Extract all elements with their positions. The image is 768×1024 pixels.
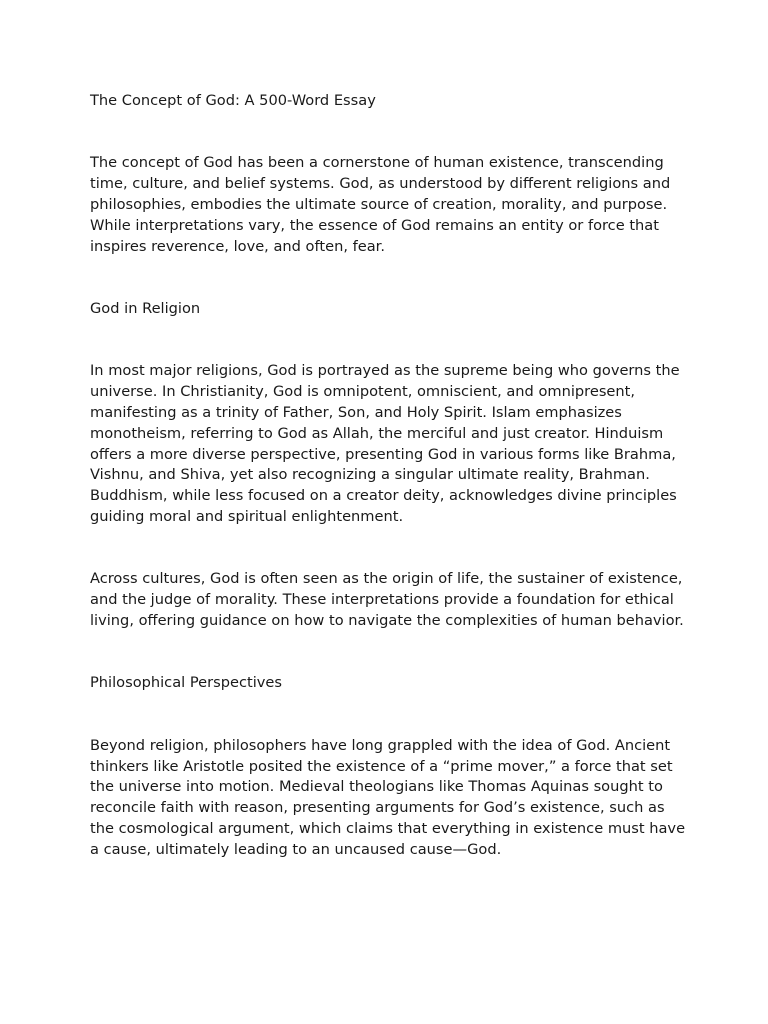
section-heading-religion: God in Religion — [90, 299, 201, 317]
spacer — [90, 632, 690, 674]
religion-paragraph-1: In most major religions, God is portrayed as the supreme being who governs the universe. In Christianity, God is omnipotent, omniscient, and omnipresent, manifesting as a trinity of Father, Son, and Holy Spirit. Islam emphasizes monotheism, referring to God as Allah, the merciful and just creator. Hinduism offers a more diverse perspective, presenting God in various forms like Brahma, Vishnu, and Shiva, yet also recognizing a singular ultimate reality, Brahman. Buddhism, while less focused on a creator deity, acknowledges divine principles guiding moral and spiritual enlightenment. — [90, 362, 680, 525]
spacer — [90, 320, 690, 362]
document-page — [90, 91, 690, 860]
spacer — [90, 257, 690, 299]
spacer — [90, 528, 690, 570]
section-heading-philosophy: Philosophical Perspectives — [90, 674, 282, 692]
intro-paragraph: The concept of God has been a cornerstone of human existence, transcending time, culture, and belief systems. God, as understood by different religions and philosophies, embodies the ultimate source of creation, morality, and purpose. While interpretations vary, the essence of God remains an entity or force that inspires reverence, love, and often, fear. — [90, 154, 671, 255]
spacer — [90, 112, 690, 154]
philosophy-paragraph-1: Beyond religion, philosophers have long grappled with the idea of God. Ancient thinkers like Aristotle posited the existence of a “prime mover,” a force that set the universe into motion. Medieval theologians like Thomas Aquinas sought to reconcile faith with reason, presenting arguments for God’s existence, such as the cosmological argument, which claims that everything in existence must have a cause, ultimately leading to an uncaused cause—God. — [90, 736, 686, 858]
spacer — [90, 694, 690, 736]
religion-paragraph-2: Across cultures, God is often seen as the origin of life, the sustainer of existence, and the judge of morality. These interpretations provide a foundation for ethical living, offering guidance on how to navigate the complexities of human behavior. — [90, 570, 684, 629]
document-title: The Concept of God: A 500-Word Essay — [90, 92, 376, 109]
